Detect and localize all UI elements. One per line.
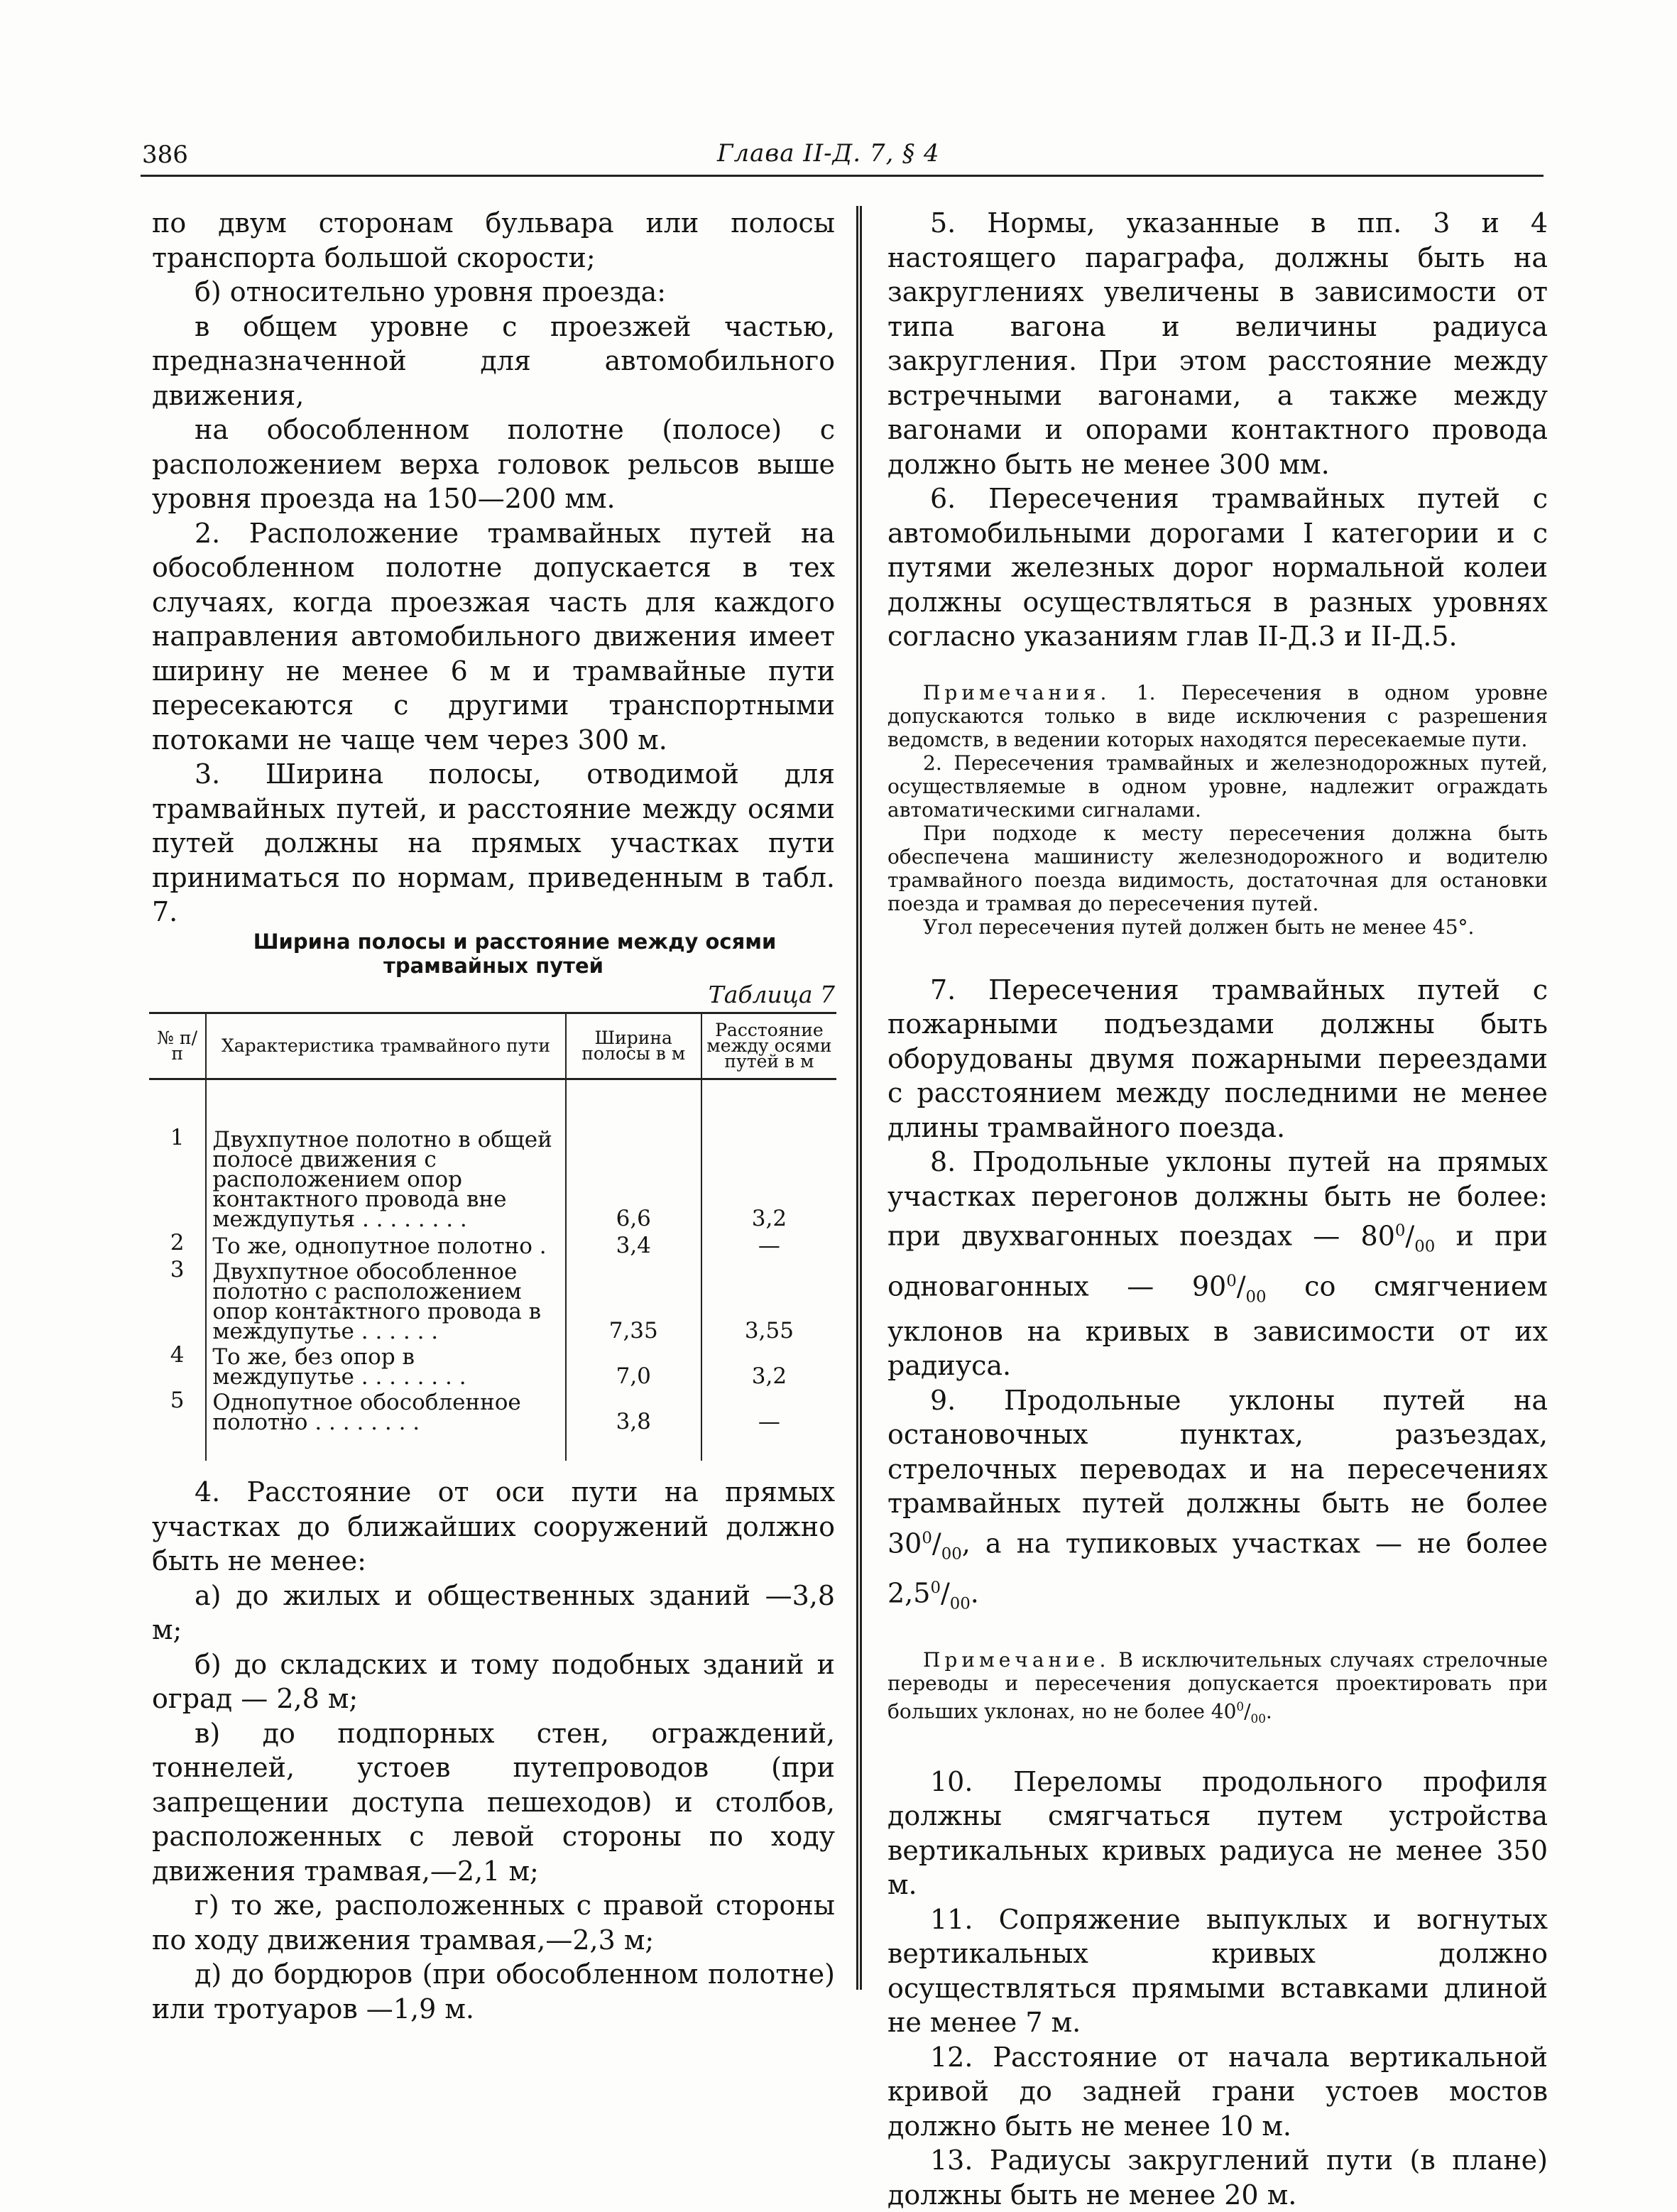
- paragraph: в общем уровне с проезжей частью, предназначенной для автомобильного движения,: [152, 310, 835, 411]
- header-rule: [141, 175, 1544, 177]
- row-description: То же, без опор в междупутье . . . . . . . .: [206, 1344, 565, 1390]
- row-description: Двухпутное обособленное полотно с расположением опор контактного провода в междупутье . . . . . .: [206, 1259, 565, 1344]
- paragraph: б) относительно уровня проезда:: [195, 276, 667, 307]
- paragraph: на обособленном полотне (полосе) с расположением верха головок рельсов выше уровня проезда на 150—200 мм.: [152, 414, 835, 514]
- table-row: [149, 1390, 836, 1461]
- paragraph: 2. Расположение трамвайных путей на обособленном полотне допускается в тех случаях, когда проезжая часть для каждого направления автомобильного движения имеет ширину не менее 6 м и трамвайные пути пересекаются с другими транспортными потоками не чаще чем через 300 м.: [152, 517, 835, 756]
- paragraph: 7. Пересечения трамвайных путей с пожарными подъездами должны быть оборудованы двумя пожарными переездами с расстоянием между последними не менее длины трамвайного поезда.: [887, 974, 1548, 1143]
- note-text: 2. Пересечения трамвайных и железнодорожных путей, осуществляемые в одном уровне, надлежит ограждать автоматическими сигналами.: [887, 751, 1548, 822]
- note-text: 1. Пересечения в одном уровне допускаются только в виде исключения с разрешения ведомств, в ведении которых находятся пересекаемые пути.: [887, 680, 1548, 751]
- note-text: При подходе к месту пересечения должна быть обеспечена машинисту железнодорожного и водителю трамвайного поезда видимость, достаточная для остановки поезда и трамвая до пересечения путей.: [887, 821, 1548, 915]
- paragraph: в) до подпорных стен, ограждений, тоннелей, устоев путепроводов (при запрещении доступа пешеходов) и столбов, расположенных с левой стороны по ходу движения трамвая,—2,1 м;: [152, 1717, 835, 1887]
- row-width: 3,4: [566, 1232, 701, 1259]
- table-row: [149, 1344, 836, 1390]
- note-block: Примечание. В исключительных случаях стрелочные переводы и пересечения допускается проектировать при больших уклонах, но не более $40^0/_{00}$.: [887, 1648, 1548, 1726]
- row-width: 6,6: [566, 1127, 701, 1232]
- paragraph: 6. Пересечения трамвайных путей с автомобильными дорогами I категории и с путями железных дорог нормальной колеи должны осуществляться в разных уровнях согласно указаниям глав II-Д.3 и II-Д.5.: [887, 483, 1548, 652]
- note-label: Примечания.: [923, 680, 1111, 704]
- table-row: [149, 1232, 836, 1259]
- paragraph: а) до жилых и общественных зданий —3,8 м;: [152, 1579, 835, 1645]
- row-description: То же, однопутное полотно .: [206, 1232, 565, 1259]
- paragraph: д) до бордюров (при обособленном полотне) или тротуаров —1,9 м.: [152, 1958, 835, 2025]
- row-distance: 3,55: [701, 1259, 836, 1344]
- row-number: 2: [170, 1230, 185, 1255]
- running-title: Глава II-Д. 7, § 4: [717, 139, 940, 168]
- row-distance: —: [701, 1390, 836, 1461]
- column-header: Характеристика трамвайного пути: [206, 1013, 565, 1079]
- row-number: 4: [170, 1342, 185, 1368]
- paragraph: 11. Сопряжение выпуклых и вогнутых вертикальных кривых должно осуществляться прямыми вставками длиной не менее 7 м.: [887, 1903, 1548, 2039]
- row-width: 7,35: [566, 1259, 701, 1344]
- paragraph: б) до складских и тому подобных зданий и оград — 2,8 м;: [152, 1648, 835, 1714]
- table-title: Ширина полосы и расстояние между осями трамвайных путей: [253, 929, 777, 978]
- row-distance: —: [701, 1232, 836, 1259]
- table-row: [149, 1127, 836, 1232]
- row-description: Двухпутное полотно в общей полосе движения с расположением опор контактного провода вне междупутья . . . . . . . .: [206, 1127, 565, 1232]
- row-number: 3: [170, 1257, 185, 1282]
- data-table: [149, 1012, 836, 1461]
- table-header-row: [149, 1013, 836, 1079]
- column-header: Ширина полосы в м: [566, 1013, 701, 1079]
- row-width: 7,0: [566, 1344, 701, 1390]
- left-column: [152, 206, 835, 2026]
- column-divider: [856, 206, 862, 1990]
- paragraph-9: 9. Продольные уклоны путей на остановочных пунктах, разъездах, стрелочных переводах и на пересечениях трамвайных путей должны быть не более $30^0/_{00}$, а на тупиковых участках — не более $2,5^0/_{00}$.: [887, 1384, 1548, 1613]
- right-column: [887, 206, 1548, 2212]
- paragraph: 12. Расстояние от начала вертикальной кривой до задней грани устоев мостов должно быть не менее 10 м.: [887, 2041, 1548, 2142]
- paragraph: по двум сторонам бульвара или полосы транспорта большой скорости;: [152, 207, 835, 273]
- row-distance: 3,2: [701, 1127, 836, 1232]
- table-row: [149, 1259, 836, 1344]
- row-distance: 3,2: [701, 1344, 836, 1390]
- column-header: Расстояние между осями путей в м: [701, 1013, 836, 1079]
- column-header: № п/п: [149, 1013, 206, 1079]
- note-label: Примечание.: [923, 1648, 1110, 1672]
- paragraph-8: 8. Продольные уклоны путей на прямых участках перегонов должны быть не более: при двухвагонных поездах — $80^0/_{00}$ и при одновагонных — $90^0/_{00}$ со смягчением уклонов на кривых в зависимости от их радиуса.: [887, 1146, 1548, 1381]
- note-text: Угол пересечения путей должен быть не менее 45°.: [923, 915, 1475, 939]
- paragraph: 4. Расстояние от оси пути на прямых участках до ближайших сооружений должно быть не менее:: [152, 1476, 835, 1576]
- row-number: 1: [170, 1125, 185, 1150]
- paragraph: 5. Нормы, указанные в пп. 3 и 4 настоящего параграфа, должны быть на закруглениях увеличены в зависимости от типа вагона и величины радиуса закругления. При этом расстояние между встречными вагонами, а также между вагонами и опорами контактного провода должно быть не менее 300 мм.: [887, 207, 1548, 480]
- table-label: Таблица 7: [708, 980, 835, 1008]
- page-number: 386: [142, 141, 188, 169]
- row-width: 3,8: [566, 1390, 701, 1461]
- paragraph: г) то же, расположенных с правой стороны по ходу движения трамвая,—2,3 м;: [152, 1890, 835, 1956]
- notes-block: [887, 681, 1548, 939]
- paragraph: 3. Ширина полосы, отводимой для трамвайных путей, и расстояние между осями путей должны на прямых участках пути приниматься по нормам, приведенным в табл. 7.: [152, 758, 835, 927]
- paragraph: 10. Переломы продольного профиля должны смягчаться путем устройства вертикальных кривых радиуса не менее 350 м.: [887, 1765, 1548, 1901]
- row-description: Однопутное обособленное полотно . . . . . . . .: [206, 1390, 565, 1461]
- note-text: В исключительных случаях стрелочные переводы и пересечения допускается проектировать при больших уклонах, но не более 40: [887, 1648, 1548, 1723]
- paragraph: 13. Радиусы закруглений пути (в плане) должны быть не менее 20 м.: [887, 2145, 1548, 2211]
- row-number: 5: [170, 1388, 185, 1413]
